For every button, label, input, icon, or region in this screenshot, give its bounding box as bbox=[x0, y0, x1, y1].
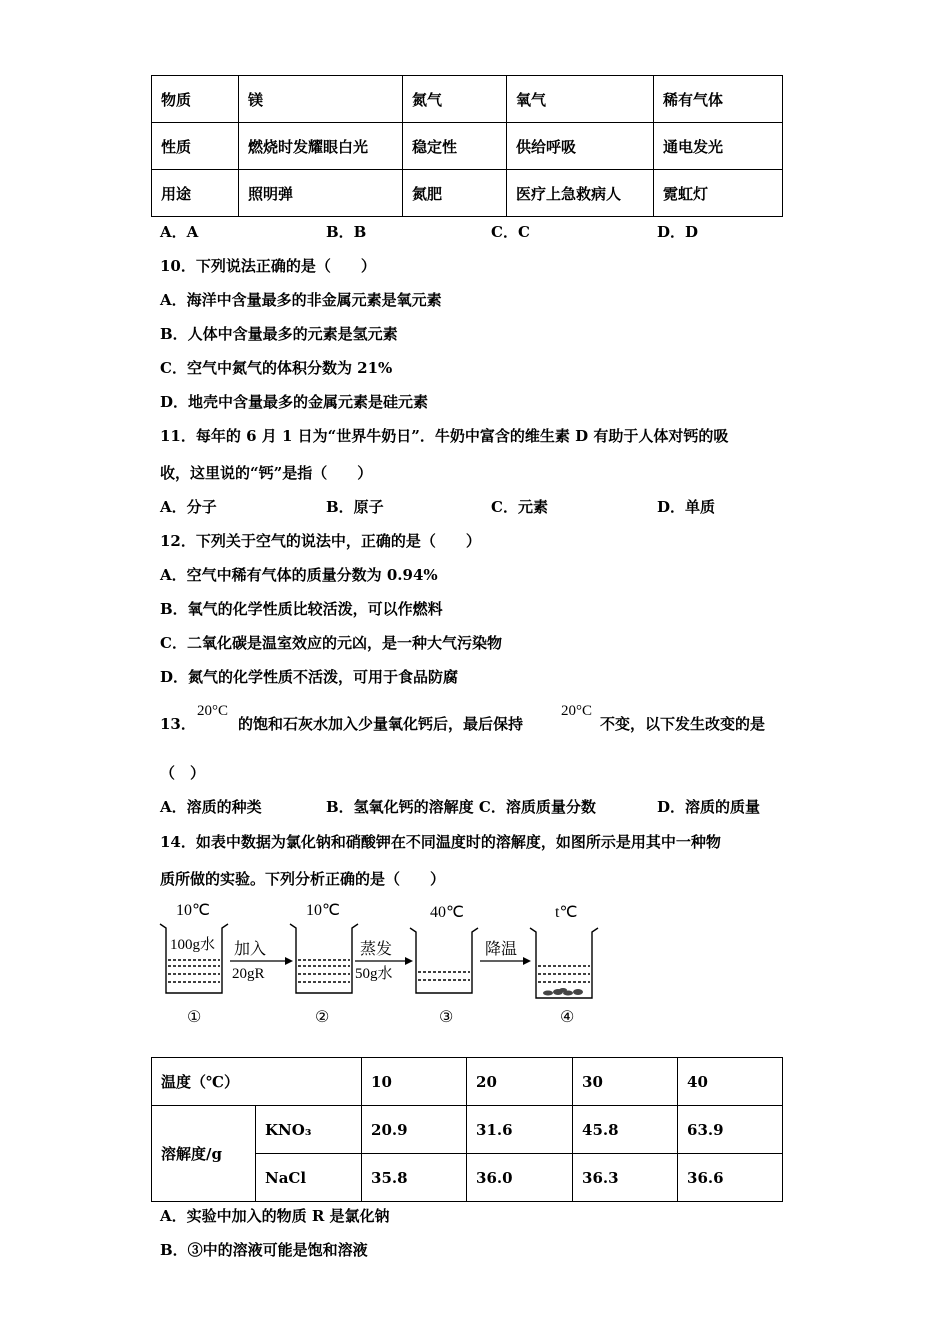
table-cell: 物质 bbox=[152, 76, 239, 123]
table-cell: 10 bbox=[362, 1058, 467, 1106]
beaker-3-temp: 40℃ bbox=[430, 904, 464, 921]
beaker-1 bbox=[160, 924, 228, 993]
step1-top: 加入 bbox=[234, 941, 267, 958]
precipitate bbox=[543, 988, 583, 996]
q13-temp-2: 20°C bbox=[561, 703, 593, 719]
q13-option-a: A．溶质的种类 bbox=[160, 798, 262, 816]
q9-option-d: D．D bbox=[657, 223, 699, 241]
step2-top: 蒸发 bbox=[360, 941, 393, 958]
table-cell: 45.8 bbox=[573, 1106, 678, 1154]
step1-bottom: 20gR bbox=[232, 966, 265, 982]
table-cell: 30 bbox=[573, 1058, 678, 1106]
q9-option-b: B．B bbox=[326, 223, 367, 241]
label-3: ③ bbox=[439, 1009, 454, 1026]
beaker-4-temp: t℃ bbox=[555, 904, 578, 921]
table-cell: 20.9 bbox=[362, 1106, 467, 1154]
table-cell: 稳定性 bbox=[403, 123, 507, 170]
beaker-2-temp: 10℃ bbox=[306, 902, 340, 919]
label-1: ① bbox=[187, 1009, 202, 1026]
q12-option-a: A．空气中稀有气体的质量分数为 0.94% bbox=[160, 566, 438, 584]
q12-option-c: C．二氧化碳是温室效应的元凶，是一种大气污染物 bbox=[160, 634, 502, 652]
q9-option-c: C．C bbox=[491, 223, 530, 241]
q12-option-d: D．氮气的化学性质不活泼，可用于食品防腐 bbox=[160, 668, 459, 686]
table-cell: 63.9 bbox=[678, 1106, 783, 1154]
solubility-label: 溶解度/g bbox=[152, 1106, 256, 1202]
q11-option-c: C．元素 bbox=[491, 498, 548, 516]
beaker-2 bbox=[290, 924, 358, 993]
q13-option-d: D．溶质的质量 bbox=[657, 798, 761, 816]
table-cell: 性质 bbox=[152, 123, 239, 170]
label-2: ② bbox=[315, 1009, 330, 1026]
step2-bottom: 50g水 bbox=[355, 966, 393, 982]
table-cell: 35.8 bbox=[362, 1154, 467, 1202]
table-row bbox=[152, 170, 783, 217]
q11-option-a: A．分子 bbox=[160, 498, 217, 516]
beaker-3 bbox=[410, 928, 478, 993]
q9-option-a: A．A bbox=[160, 223, 199, 241]
q13-number: 13． bbox=[160, 715, 196, 733]
table-cell: 医疗上急救病人 bbox=[507, 170, 654, 217]
q13-stem-part1: 的饱和石灰水加入少量氧化钙后，最后保持 bbox=[238, 715, 524, 733]
q11-stem-line1: 11．每年的 6 月 1 日为“世界牛奶日”．牛奶中富含的维生素 D 有助于人体对钙的吸 bbox=[160, 427, 729, 445]
q12-option-b: B．氧气的化学性质比较活泼，可以作燃料 bbox=[160, 600, 443, 618]
q12-stem: 12．下列关于空气的说法中，正确的是（ ） bbox=[160, 532, 481, 550]
solubility-table bbox=[151, 1057, 783, 1202]
table-cell: 36.3 bbox=[573, 1154, 678, 1202]
q11-option-d: D．单质 bbox=[657, 498, 716, 516]
nacl-label: NaCl bbox=[256, 1154, 362, 1202]
table-cell: 20 bbox=[467, 1058, 573, 1106]
q10-option-b: B．人体中含量最多的元素是氢元素 bbox=[160, 325, 398, 343]
q11-stem-line2: 收，这里说的“钙”是指（ ） bbox=[160, 464, 373, 482]
experiment-diagram bbox=[150, 896, 620, 1030]
table-row bbox=[152, 123, 783, 170]
table-cell: 供给呼吸 bbox=[507, 123, 654, 170]
label-4: ④ bbox=[560, 1009, 575, 1026]
table-cell: 用途 bbox=[152, 170, 239, 217]
q13-stem-part2: 不变，以下发生改变的是 bbox=[600, 715, 766, 733]
q13-option-bc: B．氢氧化钙的溶解度 C．溶质质量分数 bbox=[326, 798, 596, 816]
beaker-4 bbox=[530, 928, 598, 998]
q13-temp-1: 20°C bbox=[197, 703, 229, 719]
table-cell: 氧气 bbox=[507, 76, 654, 123]
q14-stem-line1: 14．如表中数据为氯化钠和硝酸钾在不同温度时的溶解度，如图所示是用其中一种物 bbox=[160, 833, 721, 851]
beaker-1-temp: 10℃ bbox=[176, 902, 210, 919]
kno3-label: KNO₃ bbox=[256, 1106, 362, 1154]
table-cell: 霓虹灯 bbox=[654, 170, 783, 217]
q13-paren: （ ） bbox=[160, 764, 206, 782]
table-cell: 36.0 bbox=[467, 1154, 573, 1202]
table-cell: 镁 bbox=[239, 76, 403, 123]
q14-option-b: B．③中的溶液可能是饱和溶液 bbox=[160, 1241, 368, 1259]
table-cell: 燃烧时发耀眼白光 bbox=[239, 123, 403, 170]
q14-option-a: A．实验中加入的物质 R 是氯化钠 bbox=[160, 1207, 390, 1225]
table-cell: 通电发光 bbox=[654, 123, 783, 170]
table-cell: 31.6 bbox=[467, 1106, 573, 1154]
water-label: 100g水 bbox=[170, 937, 216, 953]
table-cell: 40 bbox=[678, 1058, 783, 1106]
table-cell: 氮气 bbox=[403, 76, 507, 123]
table-cell: 稀有气体 bbox=[654, 76, 783, 123]
q10-option-c: C．空气中氮气的体积分数为 21% bbox=[160, 359, 393, 377]
table-cell: 氮肥 bbox=[403, 170, 507, 217]
q10-stem: 10．下列说法正确的是（ ） bbox=[160, 257, 376, 275]
table-cell: 36.6 bbox=[678, 1154, 783, 1202]
table-row bbox=[152, 76, 783, 123]
substance-table bbox=[151, 75, 783, 217]
table-row bbox=[152, 1058, 783, 1106]
q14-stem-line2: 质所做的实验。下列分析正确的是（ ） bbox=[160, 870, 446, 888]
step3-top: 降温 bbox=[485, 941, 518, 958]
q10-option-a: A．海洋中含量最多的非金属元素是氧元素 bbox=[160, 291, 442, 309]
q11-option-b: B．原子 bbox=[326, 498, 384, 516]
table-cell: 照明弹 bbox=[239, 170, 403, 217]
temp-header: 温度（℃） bbox=[152, 1058, 362, 1106]
table-row bbox=[152, 1106, 783, 1154]
q10-option-d: D．地壳中含量最多的金属元素是硅元素 bbox=[160, 393, 429, 411]
